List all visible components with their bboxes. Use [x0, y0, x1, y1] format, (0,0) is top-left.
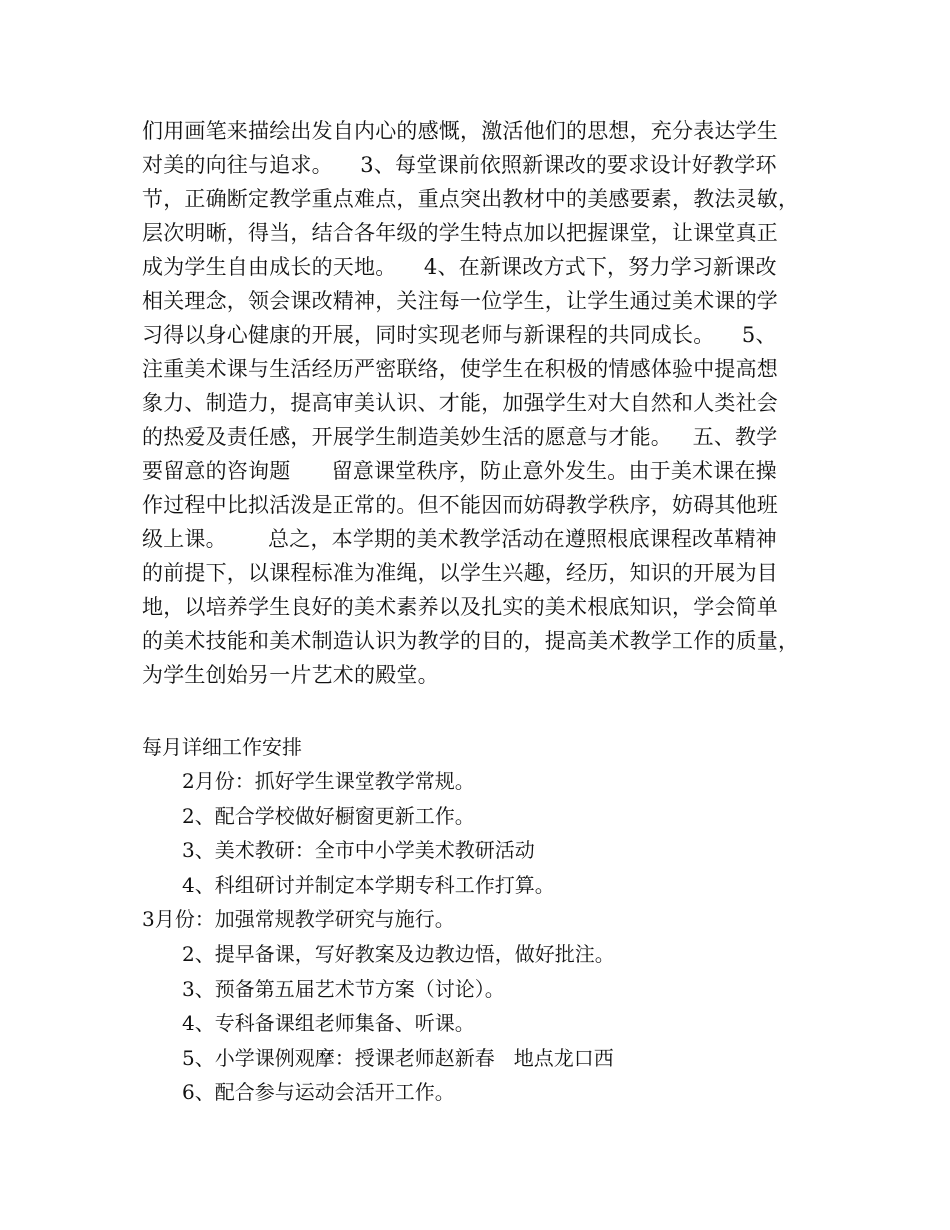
paragraph-line: 注重美术课与生活经历严密联络，使学生在积极的情感体验中提高想 — [142, 357, 778, 381]
paragraph-line: 的美术技能和美术制造认识为教学的目的，提高美术教学工作的质量， — [142, 629, 800, 653]
paragraph-line: 的热爱及责任感，开展学生制造美妙生活的愿意与才能。 五、教学 — [142, 425, 778, 449]
list-item: 2、配合学校做好橱窗更新工作。 — [182, 803, 475, 828]
paragraph-line: 习得以身心健康的开展，同时实现老师与新课程的共同成长。 5、 — [142, 323, 777, 347]
list-item: 3、美术教研：全市中小学美术教研活动 — [182, 838, 535, 863]
paragraph-line: 的前提下，以课程标准为准绳，以学生兴趣，经历，知识的开展为目 — [142, 561, 778, 585]
section-title: 每月详细工作安排 — [142, 735, 302, 759]
paragraph-line: 要留意的咨询题 留意课堂秩序，防止意外发生。由于美术课在操 — [142, 459, 777, 483]
paragraph-line: 级上课。 总之，本学期的美术教学活动在遵照根底课程改革精神 — [142, 527, 777, 551]
paragraph-line: 地，以培养学生良好的美术素养以及扎实的美术根底知识，学会简单 — [142, 595, 778, 619]
list-item-month-heading: 3月份：加强常规教学研究与施行。 — [142, 907, 455, 932]
list-item: 4、专科备课组老师集备、听课。 — [182, 1011, 475, 1036]
monthly-plan-list — [0, 764, 950, 1110]
paragraph-line: 象力、制造力，提高审美认识、才能，加强学生对大自然和人类社会 — [142, 391, 778, 415]
paragraph-line: 对美的向往与追求。 3、每堂课前依照新课改的要求设计好教学环 — [142, 153, 777, 177]
paragraph-line: 层次明晰，得当，结合各年级的学生特点加以把握课堂，让课堂真正 — [142, 221, 778, 245]
body-paragraph — [142, 114, 832, 692]
list-item: 3、预备第五届艺术节方案（讨论）。 — [182, 976, 505, 1001]
list-item: 5、小学课例观摩：授课老师赵新春 地点龙口西 — [182, 1045, 614, 1070]
paragraph-line: 相关理念，领会课改精神，关注每一位学生，让学生通过美术课的学 — [142, 289, 778, 313]
list-item: 4、科组研讨并制定本学期专科工作打算。 — [182, 872, 555, 897]
paragraph-line: 们用画笔来描绘出发自内心的感慨，激活他们的思想，充分表达学生 — [142, 119, 778, 143]
paragraph-line: 为学生创始另一片艺术的殿堂。 — [142, 663, 439, 687]
list-item: 2月份：抓好学生课堂教学常规。 — [182, 769, 475, 793]
list-item: 6、配合参与运动会活开工作。 — [182, 1080, 455, 1105]
paragraph-line: 成为学生自由成长的天地。 4、在新课改方式下，努力学习新课改 — [142, 255, 777, 279]
paragraph-line: 作过程中比拟活泼是正常的。但不能因而妨碍教学秩序，妨碍其他班 — [142, 493, 778, 517]
list-item: 2、提早备课，写好教案及边教边悟，做好批注。 — [182, 941, 615, 966]
paragraph-line: 节，正确断定教学重点难点，重点突出教材中的美感要素，教法灵敏， — [142, 187, 800, 211]
